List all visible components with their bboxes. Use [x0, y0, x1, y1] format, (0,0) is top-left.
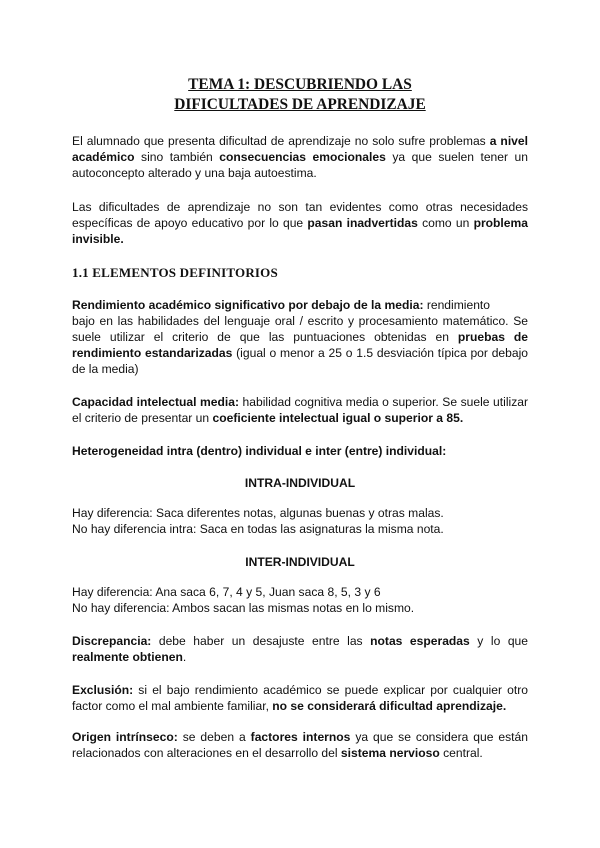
- inter-examples: [72, 584, 528, 616]
- emphasis-text: no se considerará dificultad aprendizaje.: [272, 699, 507, 713]
- term-label: Exclusión:: [72, 683, 134, 697]
- intra-heading: INTRA-INDIVIDUAL: [244, 476, 356, 490]
- term-label: Rendimiento académico significativo por debajo de la media:: [72, 298, 424, 312]
- exclusion-paragraph: Exclusión: si el bajo rendimiento académico se puede explicar por cualquier otro factor como el mal ambiente familiar, no se considerará dificultad aprendizaje.: [72, 683, 528, 713]
- capacidad-paragraph: Capacidad intelectual media: habilidad cognitiva media o superior. Se suele utilizar el criterio de presentar un coeficiente intelectual igual o superior a 85.: [72, 395, 528, 425]
- inter-heading: INTER-INDIVIDUAL: [245, 555, 355, 569]
- emphasis-text: a nivel académico: [72, 134, 528, 164]
- emphasis-text: pasan inadvertidas: [307, 216, 418, 230]
- rendimiento-paragraph: Rendimiento académico significativo por debajo de la media: rendimiento bajo en las habilidades del lenguaje oral / escrito y procesamiento matemático. Se suele utilizar el criterio de que las puntuaciones obtenidas en pruebas de rendimiento estandarizadas (igual o menor a 25 o 1.5 desviación típica por debajo de la media): [72, 298, 529, 376]
- emphasis-text: notas esperadas: [370, 634, 470, 648]
- intra-examples: [72, 505, 528, 537]
- heterogeneidad-heading: Heterogeneidad intra (dentro) individual e inter (entre) individual:: [72, 444, 447, 458]
- section-heading: 1.1 ELEMENTOS DEFINITORIOS: [72, 265, 278, 280]
- intra-line-2: No hay diferencia intra: Saca en todas las asignaturas la misma nota.: [72, 522, 444, 536]
- emphasis-text: pruebas de rendimiento estandarizadas: [72, 330, 528, 360]
- intra-line-1: Hay diferencia: Saca diferentes notas, algunas buenas y otras malas.: [72, 506, 444, 520]
- emphasis-text: consecuencias emocionales: [219, 150, 386, 164]
- emphasis-text: coeficiente intelectual igual o superior a 85.: [212, 411, 464, 425]
- discrepancia-paragraph: Discrepancia: debe haber un desajuste entre las notas esperadas y lo que realmente obtienen.: [72, 634, 528, 664]
- intro-paragraph-2: Las dificultades de aprendizaje no son tan evidentes como otras necesidades específicas de apoyo educativo por lo que pasan inadvertidas como un problema invisible.: [72, 200, 528, 246]
- origen-paragraph: Origen intrínseco: se deben a factores internos ya que se considera que están relacionados con alteraciones en el desarrollo del sistema nervioso central.: [72, 730, 528, 760]
- term-label: Capacidad intelectual media:: [72, 395, 239, 409]
- emphasis-text: factores internos: [250, 730, 351, 744]
- term-label: Origen intrínseco:: [72, 730, 178, 744]
- document-title: [72, 75, 528, 115]
- emphasis-text: problema invisible.: [72, 216, 528, 246]
- title-line-1: TEMA 1: DESCUBRIENDO LAS: [188, 76, 412, 93]
- term-label: Discrepancia:: [72, 634, 152, 648]
- emphasis-text: realmente obtienen: [72, 650, 183, 664]
- emphasis-text: sistema nervioso: [340, 746, 440, 760]
- intro-paragraph-1: El alumnado que presenta dificultad de aprendizaje no solo sufre problemas a nivel académico sino también consecuencias emocionales ya que suelen tener un autoconcepto alterado y una baja autoestima.: [72, 134, 529, 180]
- inter-line-2: No hay diferencia: Ambos sacan las mismas notas en lo mismo.: [72, 601, 415, 615]
- title-line-2: DIFICULTADES DE APRENDIZAJE: [174, 96, 426, 113]
- inter-line-1: Hay diferencia: Ana saca 6, 7, 4 y 5, Juan saca 8, 5, 3 y 6: [72, 585, 381, 599]
